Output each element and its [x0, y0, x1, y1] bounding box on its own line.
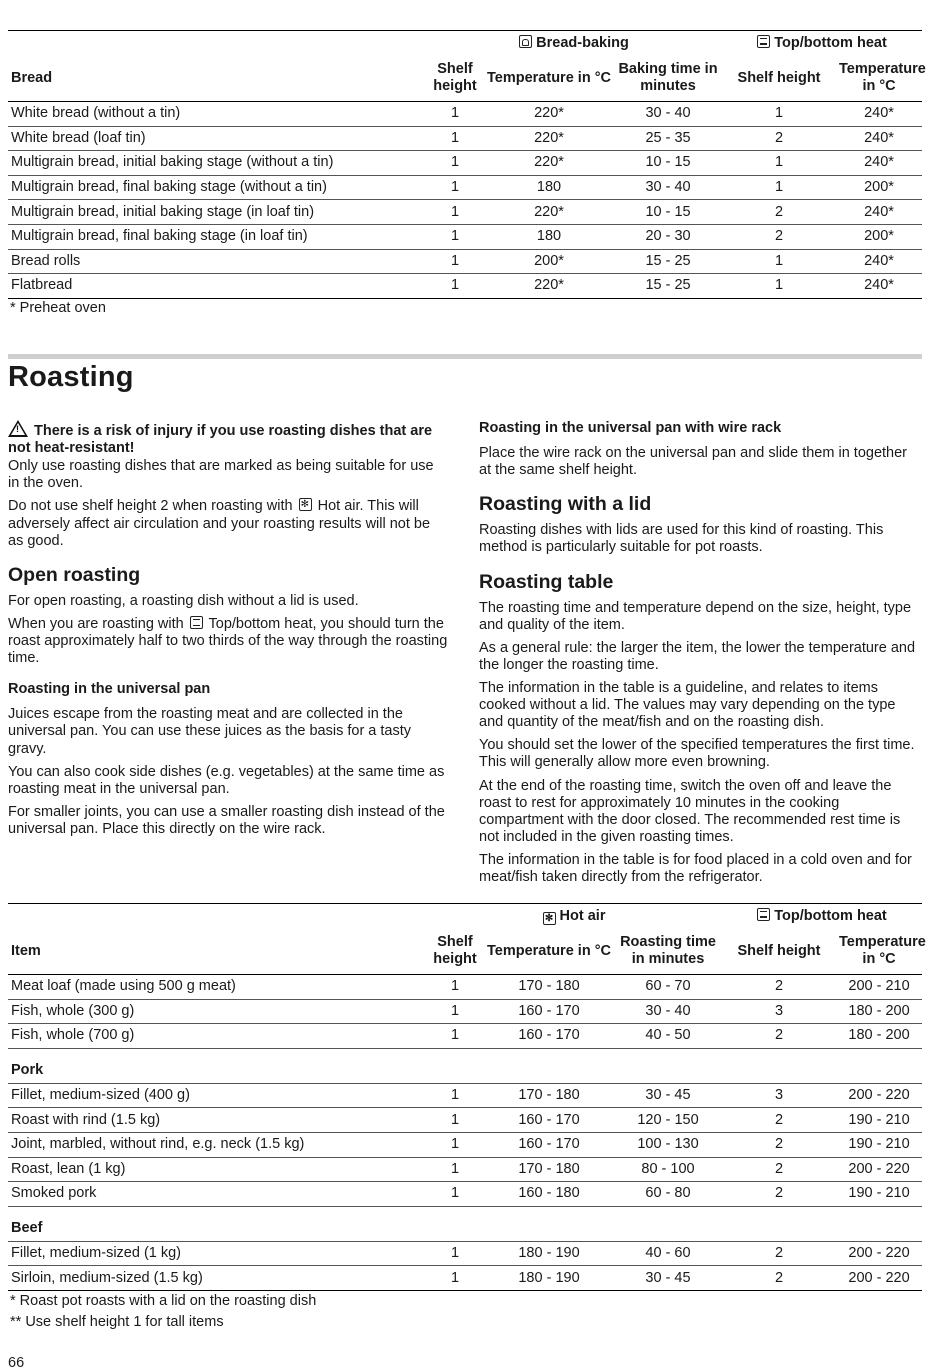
table-cell: 1	[426, 999, 484, 1024]
table-cell: 200*	[484, 249, 614, 274]
text-part: Top/bottom heat, you should turn the roast approximately half to two thirds of the way through the roasting time.	[8, 615, 448, 667]
group-top-bottom-heat	[722, 904, 922, 929]
warning-title-text: There is a risk of injury if you use roasting dishes that are not heat-resistant!	[8, 423, 433, 457]
hot-air-icon	[299, 498, 312, 511]
open-roasting-text: For open roasting, a roasting dish without a lid is used.	[8, 592, 359, 609]
table-cell: 190 - 210	[836, 1108, 922, 1133]
table-cell: 220*	[484, 274, 614, 299]
column-header: Temperature in °C	[484, 929, 614, 975]
table-row	[8, 1241, 922, 1266]
group-label: Top/bottom heat	[774, 34, 887, 51]
roasting-table-text: You should set the lower of the specified temperatures the first time. This will generally allow more even browning.	[479, 737, 915, 771]
roasting-table-text: The roasting time and temperature depend on the size, height, type and quality of the item.	[479, 599, 912, 633]
universal-pan-text: For smaller joints, you can use a smaller roasting dish instead of the universal pan. Place this directly on the wire rack.	[8, 803, 445, 837]
table-cell: 160 - 170	[484, 1108, 614, 1133]
table-cell: 1	[426, 1157, 484, 1182]
row-label: White bread (loaf tin)	[8, 126, 426, 151]
row-label: Multigrain bread, initial baking stage (in loaf tin)	[8, 200, 426, 225]
column-header: Temperature in °C	[836, 929, 922, 975]
table-row	[8, 1266, 922, 1291]
row-label: Fish, whole (700 g)	[8, 1024, 426, 1049]
table-cell: 200 - 210	[836, 975, 922, 1000]
table-row	[8, 999, 922, 1024]
table-cell: 80 - 100	[614, 1157, 722, 1182]
roasting-table-text: The information in the table is for food placed in a cold oven and for meat/fish taken directly from the refrigerator.	[479, 851, 912, 886]
table-header-row	[8, 929, 922, 975]
group-hot-air	[426, 904, 722, 929]
table-cell: 60 - 70	[614, 975, 722, 1000]
roasting-table-heading: Roasting table	[479, 570, 614, 593]
column-header: Baking time in minutes	[614, 56, 722, 102]
universal-pan-text: Juices escape from the roasting meat and are collected in the universal pan. You can use these juices as the basis for a tasty gravy.	[8, 706, 412, 757]
top-bottom-heat-icon	[190, 616, 203, 629]
table-group-header	[8, 904, 922, 929]
table-cell: 2	[722, 975, 836, 1000]
table-row	[8, 1083, 922, 1108]
table-header-row	[8, 56, 922, 102]
column-header: Roasting time in minutes	[614, 929, 722, 975]
table-cell: 2	[722, 1266, 836, 1291]
table-cell: 2	[722, 224, 836, 249]
column-header: Shelf height	[722, 56, 836, 102]
table-cell: 240*	[836, 151, 922, 176]
table-cell: 1	[426, 224, 484, 249]
table-cell: 190 - 210	[836, 1182, 922, 1207]
table-cell: 30 - 40	[614, 175, 722, 200]
warning-title	[8, 420, 448, 457]
group-top-bottom-heat	[722, 31, 922, 56]
roasting-table-text: At the end of the roasting time, switch the oven off and leave the roast to rest for approximately 10 minutes in the cooking compartment with the door closed. The recommended rest time is not included in the given roasting times.	[479, 777, 901, 845]
table-row	[8, 102, 922, 127]
universal-pan-text: You can also cook side dishes (e.g. vegetables) at the same time as roasting meat in the universal pan.	[8, 763, 445, 797]
open-roasting-text-top-bottom	[8, 616, 448, 667]
roasting-table	[8, 903, 926, 1291]
table-cell: 170 - 180	[484, 975, 614, 1000]
table-cell: 60 - 80	[614, 1182, 722, 1207]
table-cell: 30 - 45	[614, 1266, 722, 1291]
table-row	[8, 175, 922, 200]
roast-table-pork	[8, 1083, 922, 1206]
table-cell: 240*	[836, 274, 922, 299]
table-cell: 1	[426, 1266, 484, 1291]
table-cell: 200 - 220	[836, 1157, 922, 1182]
table-cell: 120 - 150	[614, 1108, 722, 1133]
table-cell: 180	[484, 175, 614, 200]
left-column	[8, 420, 448, 844]
roast-footnote: ** Use shelf height 1 for tall items	[10, 1314, 224, 1330]
table-cell: 180 - 190	[484, 1266, 614, 1291]
table-cell: 2	[722, 1108, 836, 1133]
table-cell: 1	[426, 1108, 484, 1133]
table-cell: 220*	[484, 126, 614, 151]
section-row-beef	[8, 1206, 922, 1241]
table-cell: 2	[722, 1241, 836, 1266]
table-cell: 30 - 40	[614, 102, 722, 127]
text-part: Do not use shelf height 2 when roasting with	[8, 498, 293, 515]
row-label: Multigrain bread, final baking stage (without a tin)	[8, 175, 426, 200]
table-cell: 30 - 40	[614, 999, 722, 1024]
table-cell: 3	[722, 999, 836, 1024]
row-label: Bread rolls	[8, 249, 426, 274]
table-cell: 2	[722, 1157, 836, 1182]
table-row	[8, 126, 922, 151]
table-cell: 180	[484, 224, 614, 249]
row-label: Roast with rind (1.5 kg)	[8, 1108, 426, 1133]
row-label: Fillet, medium-sized (1 kg)	[8, 1241, 426, 1266]
wire-rack-text: Place the wire rack on the universal pan and slide them in together at the same shelf height.	[479, 445, 907, 479]
table-cell: 160 - 170	[484, 1132, 614, 1157]
row-label: Sirloin, medium-sized (1.5 kg)	[8, 1266, 426, 1291]
table-cell: 200 - 220	[836, 1083, 922, 1108]
hot-air-icon	[543, 912, 556, 925]
table-cell: 30 - 45	[614, 1083, 722, 1108]
table-cell: 1	[426, 200, 484, 225]
table-cell: 15 - 25	[614, 249, 722, 274]
table-row	[8, 151, 922, 176]
table-cell: 40 - 50	[614, 1024, 722, 1049]
column-header: Shelf height	[722, 929, 836, 975]
table-cell: 1	[426, 175, 484, 200]
table-row	[8, 1108, 922, 1133]
column-header: Shelf height	[426, 56, 484, 102]
table-cell: 1	[426, 1024, 484, 1049]
roast-footnote: * Roast pot roasts with a lid on the roasting dish	[10, 1293, 317, 1309]
table-cell: 240*	[836, 102, 922, 127]
page-number: 66	[8, 1355, 25, 1370]
top-bottom-heat-icon	[757, 35, 770, 48]
table-cell: 180 - 200	[836, 999, 922, 1024]
section-title: Roasting	[8, 361, 134, 393]
row-label: Joint, marbled, without rind, e.g. neck (1.5 kg)	[8, 1132, 426, 1157]
row-label: Meat loaf (made using 500 g meat)	[8, 975, 426, 1000]
section-divider	[8, 354, 922, 359]
table-cell: 10 - 15	[614, 200, 722, 225]
table-cell: 180 - 200	[836, 1024, 922, 1049]
group-bread-baking	[426, 31, 722, 56]
table-cell: 1	[426, 151, 484, 176]
table-row	[8, 1024, 922, 1049]
roasting-lid-heading: Roasting with a lid	[479, 493, 652, 516]
table-cell: 1	[426, 1182, 484, 1207]
table-cell: 160 - 170	[484, 1024, 614, 1049]
table-cell: 240*	[836, 249, 922, 274]
wire-rack-heading: Roasting in the universal pan with wire rack	[479, 420, 782, 436]
table-cell: 200*	[836, 224, 922, 249]
table-cell: 220*	[484, 102, 614, 127]
table-row	[8, 975, 922, 1000]
table-cell: 1	[426, 102, 484, 127]
roasting-lid-text: Roasting dishes with lids are used for this kind of roasting. This method is particularly suitable for pot roasts.	[479, 522, 884, 556]
warning-icon	[8, 420, 28, 437]
table-cell: 220*	[484, 151, 614, 176]
column-header: Item	[8, 929, 426, 975]
table-cell: 2	[722, 1182, 836, 1207]
roast-table-beef	[8, 1241, 922, 1290]
column-header: Shelf height	[426, 929, 484, 975]
group-label: Hot air	[559, 907, 606, 924]
section-label: Beef	[8, 1206, 922, 1241]
table-cell: 25 - 35	[614, 126, 722, 151]
bread-footnote: * Preheat oven	[10, 300, 106, 316]
table-cell: 1	[426, 1132, 484, 1157]
column-header: Bread	[8, 56, 426, 102]
table-cell: 190 - 210	[836, 1132, 922, 1157]
warning-text-hot-air	[8, 498, 448, 549]
top-bottom-heat-icon	[757, 908, 770, 921]
bread-table-body	[8, 102, 922, 299]
row-label: Multigrain bread, final baking stage (in loaf tin)	[8, 224, 426, 249]
table-cell: 170 - 180	[484, 1083, 614, 1108]
row-label: White bread (without a tin)	[8, 102, 426, 127]
table-cell: 1	[426, 126, 484, 151]
table-group-header	[8, 31, 922, 56]
table-row	[8, 1157, 922, 1182]
table-cell: 1	[426, 975, 484, 1000]
table-cell: 1	[722, 102, 836, 127]
table-cell: 170 - 180	[484, 1157, 614, 1182]
universal-pan-heading: Roasting in the universal pan	[8, 681, 211, 698]
row-label: Fish, whole (300 g)	[8, 999, 426, 1024]
row-label: Multigrain bread, initial baking stage (without a tin)	[8, 151, 426, 176]
group-label: Bread-baking	[536, 34, 629, 51]
row-label: Smoked pork	[8, 1182, 426, 1207]
group-label: Top/bottom heat	[774, 907, 887, 924]
table-cell: 240*	[836, 200, 922, 225]
table-cell: 15 - 25	[614, 274, 722, 299]
table-cell: 1	[426, 249, 484, 274]
table-cell: 240*	[836, 126, 922, 151]
table-cell: 10 - 15	[614, 151, 722, 176]
table-cell: 160 - 170	[484, 999, 614, 1024]
table-cell: 1	[722, 249, 836, 274]
table-cell: 180 - 190	[484, 1241, 614, 1266]
text-part: Hot air. This will adversely affect air circulation and your roasting results will not be as good.	[8, 498, 431, 549]
row-label: Flatbread	[8, 274, 426, 299]
table-cell: 2	[722, 1024, 836, 1049]
roast-table-general	[8, 975, 922, 1049]
table-cell: 20 - 30	[614, 224, 722, 249]
open-roasting-heading: Open roasting	[8, 563, 141, 586]
bread-baking-icon	[519, 35, 532, 48]
table-cell: 3	[722, 1083, 836, 1108]
table-cell: 1	[426, 1083, 484, 1108]
table-cell: 200*	[836, 175, 922, 200]
table-row	[8, 274, 922, 299]
right-column	[479, 420, 919, 892]
table-cell: 200 - 220	[836, 1266, 922, 1291]
table-cell: 100 - 130	[614, 1132, 722, 1157]
warning-text: Only use roasting dishes that are marked as being suitable for use in the oven.	[8, 458, 434, 492]
table-row	[8, 249, 922, 274]
roasting-table-text: As a general rule: the larger the item, the lower the temperature and the longer the roasting time.	[479, 639, 916, 673]
section-label: Pork	[8, 1048, 922, 1083]
table-cell: 2	[722, 1132, 836, 1157]
table-cell: 2	[722, 200, 836, 225]
table-cell: 1	[426, 1241, 484, 1266]
table-cell: 2	[722, 126, 836, 151]
table-row	[8, 224, 922, 249]
section-row-pork	[8, 1048, 922, 1083]
bread-baking-table	[8, 30, 926, 299]
table-row	[8, 1132, 922, 1157]
table-cell: 160 - 180	[484, 1182, 614, 1207]
row-label: Roast, lean (1 kg)	[8, 1157, 426, 1182]
roasting-table-text: The information in the table is a guideline, and relates to items cooked without a lid. The values may vary depending on the type and quantity of the meat/fish and on the roasting dish.	[479, 679, 896, 731]
table-row	[8, 1182, 922, 1207]
text-part: When you are roasting with	[8, 615, 184, 632]
column-header: Temperature in °C	[484, 56, 614, 102]
table-cell: 1	[722, 151, 836, 176]
table-cell: 220*	[484, 200, 614, 225]
row-label: Fillet, medium-sized (400 g)	[8, 1083, 426, 1108]
table-row	[8, 200, 922, 225]
column-header: Temperature in °C	[836, 56, 922, 102]
table-cell: 1	[722, 175, 836, 200]
table-cell: 1	[722, 274, 836, 299]
table-cell: 200 - 220	[836, 1241, 922, 1266]
table-cell: 40 - 60	[614, 1241, 722, 1266]
table-cell: 1	[426, 274, 484, 299]
